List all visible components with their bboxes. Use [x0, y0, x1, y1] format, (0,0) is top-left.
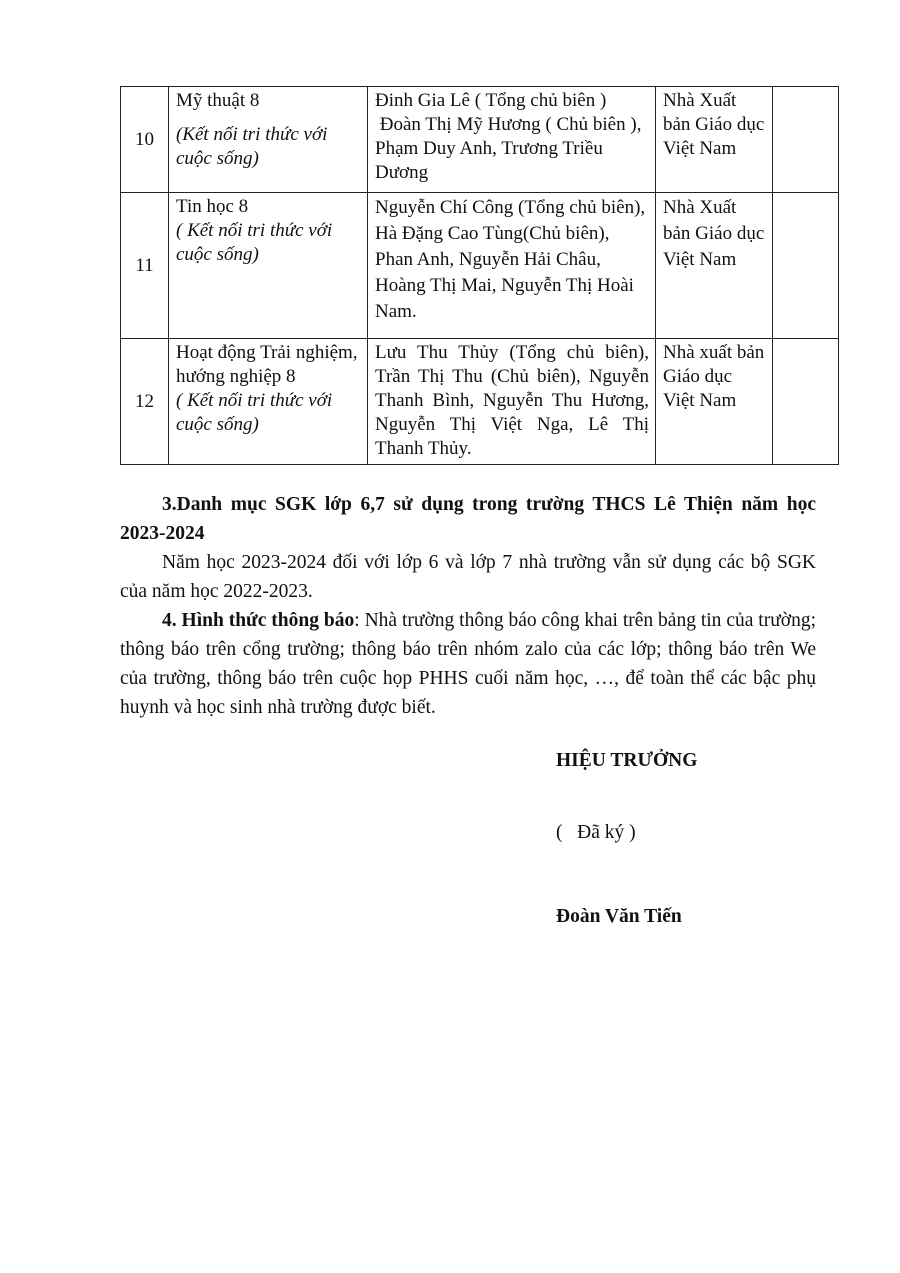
row-number: 10 — [121, 87, 169, 193]
table-row — [121, 339, 839, 465]
book-series: ( Kết nối tri thức với cuộc sống) — [176, 220, 333, 265]
signature-status: ( Đã ký ) — [556, 822, 636, 843]
authors-line: Đoàn Thị Mỹ Hương ( Chủ biên ), Phạm Duy Anh, Trương Triều Dương — [375, 114, 647, 183]
note-cell — [773, 87, 839, 193]
publisher-cell: Nhà Xuất bản Giáo dục Việt Nam — [656, 193, 773, 339]
book-title: Hoạt động Trải nghiệm, hướng nghiệp 8 — [176, 342, 358, 387]
section-3-heading: 3.Danh mục SGK lớp 6,7 sử dụng trong trường THCS Lê Thiện năm học 2023-2024 — [120, 494, 816, 544]
authors-cell: Nguyễn Chí Công (Tổng chủ biên), Hà Đặng Cao Tùng(Chủ biên), Phan Anh, Nguyễn Hải Châu, Hoàng Thị Mai, Nguyễn Thị Hoài Nam. — [368, 193, 656, 339]
publisher-cell: Nhà Xuất bản Giáo dục Việt Nam — [656, 87, 773, 193]
textbook-table — [120, 86, 839, 465]
table-row — [121, 193, 839, 339]
note-cell — [773, 339, 839, 465]
book-title: Tin học 8 — [176, 196, 249, 217]
note-cell — [773, 193, 839, 339]
authors-cell: Lưu Thu Thủy (Tổng chủ biên), Trần Thị Thu (Chủ biên), Nguyễn Thanh Bình, Nguyễn Thu Hương, Nguyễn Thị Việt Nga, Lê Thị Thanh Thủy. — [368, 339, 656, 465]
row-number: 11 — [121, 193, 169, 339]
book-series: (Kết nối tri thức với cuộc sống) — [176, 124, 328, 169]
section-3-body: Năm học 2023-2024 đối với lớp 6 và lớp 7 nhà trường vẫn sử dụng các bộ SGK của năm học 2022-2023. — [120, 552, 816, 602]
book-title: Mỹ thuật 8 — [176, 90, 260, 111]
section-4-body: : Nhà trường thông báo công khai trên bảng tin của trường; thông báo trên cổng trường; thông báo trên nhóm zalo của các lớp; thông báo trên We của trường, thông báo trên cuộc họp PHHS cuối năm học, …, để toàn thể các bậc phụ huynh và học sinh nhà trường được biết. — [120, 610, 817, 718]
publisher-cell: Nhà xuất bản Giáo dục Việt Nam — [656, 339, 773, 465]
authors-cell — [368, 87, 656, 193]
section-4-paragraph — [120, 606, 816, 722]
book-title-cell — [169, 339, 368, 465]
signer-name: Đoàn Văn Tiến — [556, 906, 682, 927]
book-series: ( Kết nối tri thức với cuộc sống) — [176, 390, 333, 435]
section-4-heading: 4. Hình thức thông báo — [162, 610, 355, 631]
authors-line: Đinh Gia Lê ( Tổng chủ biên ) — [375, 90, 607, 111]
signature-title: HIỆU TRƯỞNG — [556, 750, 698, 771]
book-title-cell — [169, 193, 368, 339]
book-title-cell — [169, 87, 368, 193]
row-number: 12 — [121, 339, 169, 465]
table-row — [121, 87, 839, 193]
